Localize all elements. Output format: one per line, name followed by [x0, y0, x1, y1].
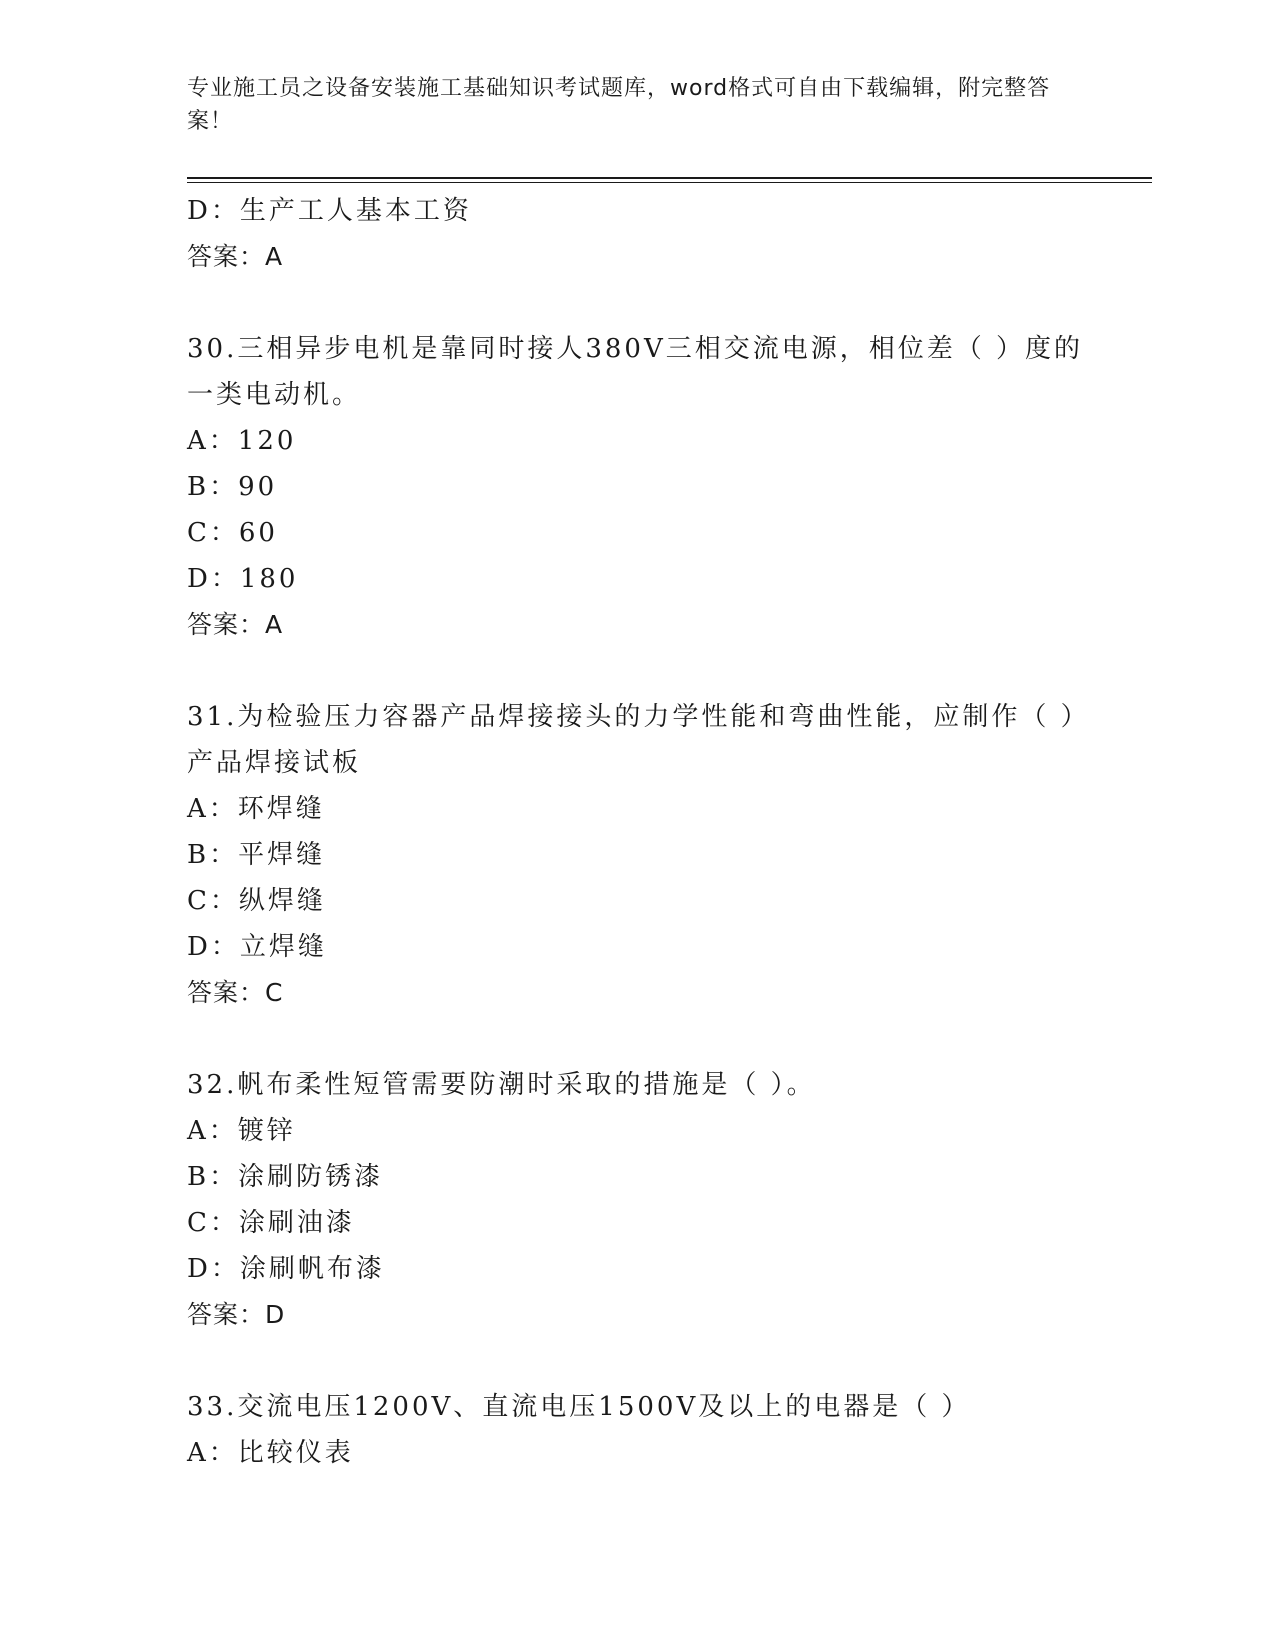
option-d: D：立焊缝	[187, 932, 327, 962]
option-a: A：镀锌	[187, 1116, 296, 1146]
option-d: D：涂刷帆布漆	[187, 1254, 385, 1284]
answer-line: 答案：C	[187, 978, 284, 1007]
option-b: B：平焊缝	[187, 840, 326, 870]
header-divider-thin	[187, 182, 1152, 183]
header-divider	[187, 177, 1152, 179]
option-a: A：比较仪表	[187, 1438, 354, 1468]
option-b: B：90	[187, 472, 278, 502]
option-c: C：60	[187, 518, 278, 548]
option-c: C：纵焊缝	[187, 886, 326, 916]
answer-line: 答案：A	[187, 242, 284, 271]
document-header: 专业施工员之设备安装施工基础知识考试题库，word格式可自由下载编辑，附完整答案！	[187, 76, 1051, 134]
option-b: B：涂刷防锈漆	[187, 1162, 384, 1192]
question-33-text: 33.交流电压1200V、直流电压1500V及以上的电器是（ ）	[187, 1392, 971, 1422]
option-a: A：120	[187, 426, 297, 456]
question-list	[187, 188, 1087, 1476]
option-c: C：涂刷油漆	[187, 1208, 355, 1238]
question-30-text: 30.三相异步电机是靠同时接人380V三相交流电源，相位差（ ）度的一类电动机。	[187, 334, 1084, 410]
option-d: D：生产工人基本工资	[187, 196, 472, 226]
option-d: D：180	[187, 564, 299, 594]
answer-line: 答案：D	[187, 1300, 286, 1329]
question-31-text: 31.为检验压力容器产品焊接接头的力学性能和弯曲性能，应制作（ ）产品焊接试板	[187, 702, 1077, 778]
question-32-text: 32.帆布柔性短管需要防潮时采取的措施是（ ）。	[187, 1070, 816, 1100]
option-a: A：环焊缝	[187, 794, 325, 824]
answer-line: 答案：A	[187, 610, 284, 639]
